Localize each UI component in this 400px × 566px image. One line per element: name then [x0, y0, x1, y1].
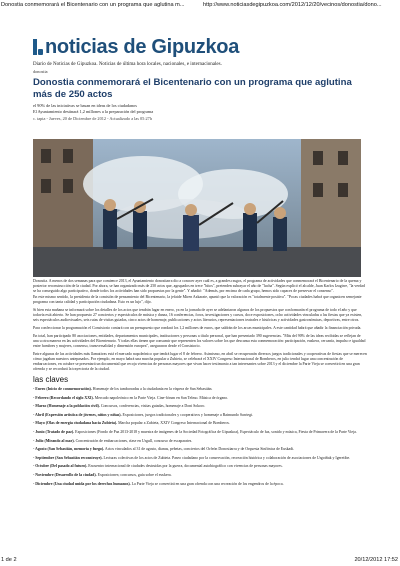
section-label[interactable]: donostia: [33, 69, 48, 74]
list-item: [33, 439, 367, 444]
clave-label: - Agosto (San Sebastián, memoria y fuego).: [33, 447, 105, 452]
clave-text: Concentración de embarcaciones, ríase en Urgull, concurso de escaparates.: [74, 438, 193, 443]
article-headline: Donostia conmemorará el Bicentenario con un programa que aglutina más de 250 actos: [33, 77, 352, 100]
clave-text: Exposiciones, juegos tradicionales y cooperativos y homenaje a Raimundo Sarriegi.: [121, 412, 254, 417]
article-paragraph: Si bien esta mañana se informará sobre los detalles de los actos que tendrán lugar en enero, ya en la jornada de ayer se adelantaron algunos de los propuestos que conformarán el programa de todo el año y que todavía está abierto. Se han propuesto 27 conciertos y espectáculos de música y danza, 16 conferencias, foros, investigaciones y cursos, doce exposiciones, ocho actividades vinculadas a las fiestas que ya existen, seis espectáculos audiovisuales, seis rutas de visitas guiadas, cinco actos de homenaje, publicaciones y actos literarios, representaciones teatrales e históricas y actividades gastronómicas, deportivas, entre otros.: [33, 308, 363, 322]
site-logo[interactable]: [33, 36, 369, 59]
site-tagline: Diario de Noticias de Gipuzkoa. Noticias de última hora locales, nacionales, e internacionales.: [33, 62, 222, 67]
article-header: [33, 36, 369, 122]
list-item: [33, 413, 367, 418]
article-meta: c. tapia - Jueves, 20 de Diciembre de 2012 - Actualizado a las 05:27h: [33, 115, 152, 121]
clave-label: - Julio (Mirando al mar).: [33, 438, 75, 443]
browser-print-footer: [0, 554, 400, 566]
clave-text: Encuentro internacional de ciudades destruidas por la guerra, documental autobiográfico con vivencias de personas mayores.: [87, 464, 283, 469]
article-photo: [33, 139, 361, 277]
list-item: [33, 482, 367, 487]
clave-text: Mercado napoleónico en la Parte Vieja. Cine-fórum en San Telmo. Música de órgano.: [93, 395, 229, 400]
logo-text: noticias de Gipuzkoa: [45, 36, 240, 58]
clave-label: - Diciembre (Una ciudad unida por los derechos humanos).: [33, 481, 131, 486]
article-subtitle-2: El Ayuntamiento destinará 1,2 millones a la preparación del programa: [33, 109, 154, 115]
clave-label: - Septiembre (San Sebastián reconstruye).: [33, 455, 103, 460]
claves-list: [33, 387, 367, 487]
list-item: [33, 396, 367, 401]
print-datetime: 20/12/2012 17:52: [354, 557, 398, 563]
list-item: [33, 421, 367, 426]
clave-text: Exposiciones (Fondo de Paz 2013-2018 y muestra de imágenes de la Sociedad Fotográfica de Gipuzkoa), Espectáculo de luz, sonido y música, Fiesta de Primavera de la Parte Vieja.: [74, 429, 357, 434]
article-paragraph: En total, han participado 80 asociaciones, entidades, departamentos municipales, instituciones y personas a título personal, que han presentado 390 sugerencias. "Más del 90% de las ideas recibidas se reflejan de una u otra manera en las actividades del Bicentenario. Y todas ellas tienen que consumir que representen los valores sobre los que descansa esta conmemoración: participación, euskera, cercanía, impulso e igualdad entre hombres y mujeres, consenso, transversalidad y dimensión europea", aseguraron desde el Consistorio.: [33, 334, 366, 348]
clave-text: Concursos, conferencias, visitas guiadas, homenaje a Doni Sokoro.: [99, 404, 206, 409]
clave-label: - Marzo (Homenaje a la población civil).: [33, 404, 100, 409]
clave-label: - Mayo (Olas de energía ciudadana hacia Zubieta).: [33, 421, 118, 426]
print-page-count: 1 de 2: [1, 557, 17, 563]
article-body: [33, 295, 367, 375]
clave-text: La Parte Vieja se convertirá en una gran ofrenda con una recreación de los engendros de la época.: [130, 481, 284, 486]
logo-mark-icon: [33, 39, 43, 55]
list-item: [33, 387, 367, 392]
claves-section: [33, 375, 367, 490]
list-item: [33, 404, 367, 409]
clave-label: - Enero (Inicio de conmemoración).: [33, 387, 92, 391]
clave-label: - Junio (Tratado de paz).: [33, 429, 75, 434]
list-item: [33, 447, 367, 452]
photo-illustration: [33, 139, 361, 277]
clave-text: Marcha popular a Zubieta, XXIV Congreso Internacional de Bomberos.: [117, 421, 230, 426]
article-paragraph: En este mismo sentido, la presidenta de la comisión de pensamiento del Bicentenario, la jefaide Miren Azkarate, apuntó que la valoración es "totalmente positiva". "Pocas ciudades habrá que organicen semejante programa con tanta calidad y participación ciudadana. Esto es un lujo", dijo.: [33, 295, 362, 304]
print-page-title: Donostia conmemorará el Bicentenario con un programa que aglutina m...: [1, 2, 185, 8]
list-item: [33, 456, 367, 461]
browser-print-header: [0, 0, 400, 10]
clave-label: - Noviembre (Desarrollo de la ciudad).: [33, 472, 97, 477]
article-subtitle-1: el 90% de las iniciativas se basan en ideas de los ciudadanos: [33, 103, 137, 108]
list-item: [33, 473, 367, 478]
list-item: [33, 430, 367, 435]
clave-text: Lecturas colectivas de los actos de Zubieta. Paseo ciudadano por la conservación, recreación histórica y colaboración de asociaciones de Urgoiñak y Igeretibe.: [102, 455, 351, 460]
print-url: http://www.noticiasdegipuzkoa.com/2012/12/20/vecinos/donostia/dono...: [203, 2, 382, 8]
clave-text: Actos vinculados al 31 de agosto, dianas, pebetas, conciertos del Orfeón Donostiarra y de Orquesta Sinfónica de Euskadi.: [104, 447, 295, 452]
clave-label: - Abril (Expresión artística de jóvenes, niños y niñas).: [33, 412, 122, 417]
article-paragraph: Entre algunas de las actividades más llamativas está el mercado napoleónico que tendrá lugar el 8 de febrero. Asimismo, en abril se recuperarán diversos juegos tradicionales y cooperativas de fiestas que se merecen cómo jugaban nuestros antepasados. Por ejemplo, en mayo habrá una marcha popular a Zubieta, se celebrará el XXIV Congreso Internacional de Bomberos, en julio tendrá lugar una concentración de embarcaciones, en octubre se presentará un documental que recoja vivencias de personas mayores que vivan hacer testimonio a tan interesantes sobre 2013 y el diciembre la Parte Vieja se convertirá en una gran ofrenda y se recordará la trayectoria de la ciudad.: [33, 352, 367, 371]
clave-label: - Febrero (Recordando el siglo XXI).: [33, 395, 94, 400]
list-item: [33, 464, 367, 469]
article-paragraph: Para confeccionar la programación el Consistorio contará con un presupuesto que rondará los 1,2 millones de euros, que saldrán de los arcas municipales. A este cantidad habrá que añadir la financiación privada.: [33, 326, 362, 330]
claves-heading: las claves: [33, 375, 69, 384]
article-caption: Donostia. A menos de dos semanas para que comience 2013, el Ayuntamiento donostiarra dio a conocer ayer cuál es, a grandes rasgos, el programa de actividades que conmemorará el Bicentenario de la quema y posterior reconstrucción de la ciudad. Por ahora, se han organizado más de 250 actos que, agrupados en trece "hitos", pretenden subrayar el año de "lucha". Según explicó el alcalde, Juan Karlos Izagirre, "la verdad se ha conseguido algo participativo, donde todos los actividades han sido propuestas por la gente". Y añadió: "Además, por encima de cada grupo, hemos sido capaces de preservar el consenso".: [33, 279, 365, 293]
clave-label: - Octubre (Del pasado al futuro).: [33, 464, 88, 469]
clave-text: Homenaje de los tamborradas a la ciudadanía en la víspera de San Sebastián.: [91, 387, 213, 391]
clave-text: Exposiciones; concursos, guía sobre el euskera.: [96, 472, 172, 477]
